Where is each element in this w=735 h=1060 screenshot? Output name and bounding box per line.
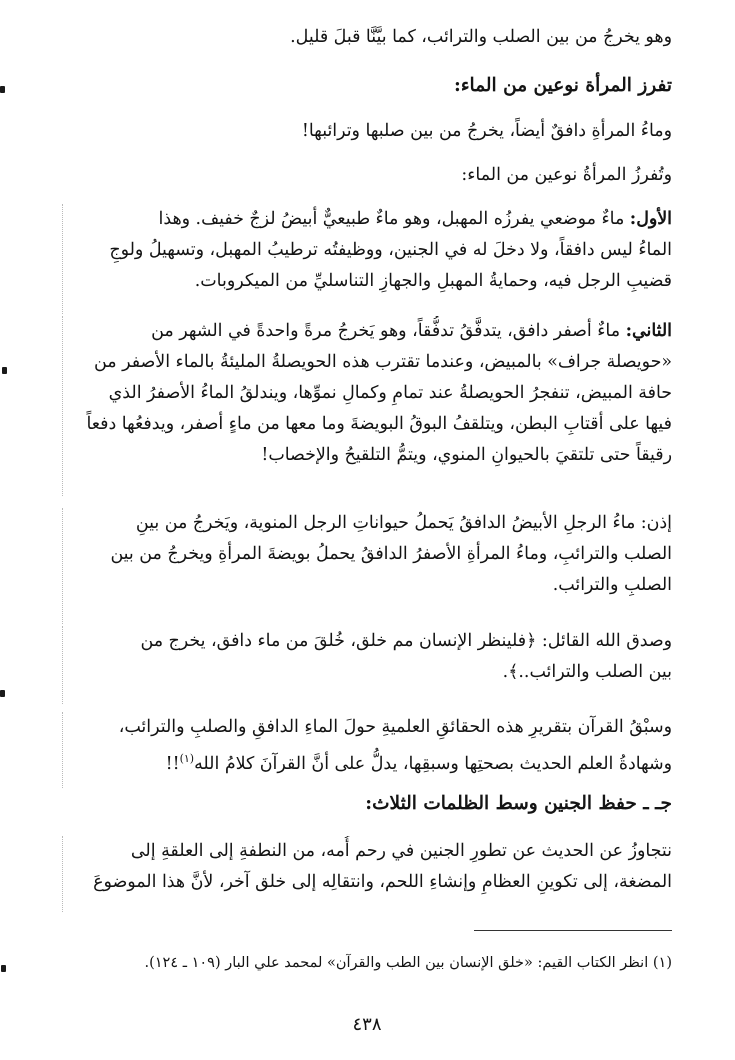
lead-word-first: الأول: — [629, 209, 672, 229]
text-line: «حويصلة جراف» بالمبيض، وعندما تقترب هذه الحويصلةُ المليئةُ بالماء الأصفر من — [94, 352, 672, 372]
text-line: فيها على أقتابِ البطن، ويتلقفُ البوقُ البويضةَ وما معها من ماءٍ أصفر، ويدفعُها دفعاً — [86, 414, 672, 434]
text-line: الصلبِ والترائب. — [552, 575, 672, 595]
text-line: بين الصلب والترائب..﴾. — [502, 662, 672, 682]
margin-mark — [2, 367, 7, 374]
section-heading — [62, 788, 672, 819]
text-line: حافة المبيض، تنفجرُ الحويصلةُ عند تمامِ وكمالِ نموِّها، ويندلقُ الماءُ الأصفرُ الذي — [108, 383, 672, 403]
footnote-divider — [474, 930, 672, 931]
text-line: وتُفرزُ المرأةُ نوعين من الماء: — [461, 165, 672, 185]
book-page — [62, 22, 672, 1042]
paragraph-two-kinds — [62, 160, 672, 191]
text-line: إذن: ماءُ الرجلِ الأبيضُ الدافقُ يَحملُ حيواناتِ الرجل المنوية، ويَخرجُ من بينِ — [135, 513, 672, 533]
heading-three-darknesses: جـ ـ حفظ الجنين وسط الظلمات الثلاث: — [365, 793, 672, 814]
paragraph-precedence — [62, 712, 672, 788]
text-line: نتجاوزُ عن الحديث عن تطورِ الجنين في رحم أُمه، من النطفةِ إلى العلقةِ إلى — [130, 841, 672, 861]
text-line: وسبْقُ القرآن بتقريرِ هذه الحقائقِ العلميةِ حولَ الماءِ الدافقِ والصلبِ والترائب، — [118, 717, 672, 737]
footnote: (١) انظر الكتاب القيم: «خلق الإنسان بين الطب والقرآن» لمحمد علي البار (١٠٩ ـ ١٢٤). — [144, 955, 672, 971]
text-line: الثاني: ماءٌ أصفر دافق، يتدفَّقُ تدفُّقاً، وهو يَخرجُ مرةً واحدةً في الشهر من — [151, 321, 672, 341]
margin-mark — [0, 690, 5, 697]
margin-mark — [1, 965, 6, 972]
paragraph-quran-verse — [62, 626, 672, 704]
page-number: ٤٣٨ — [352, 1014, 382, 1035]
text-line: الصلب والترائبِ، وماءُ المرأةِ الأصفرُ الدافقُ يحملُ بويضةَ المرأةِ ويخرجُ من بين — [110, 544, 672, 564]
lead-word-second: الثاني: — [625, 321, 672, 341]
paragraph-thus — [62, 508, 672, 624]
text-line: قضيبِ الرجل فيه، وحمايةُ المهبلِ والجهازِ التناسليِّ من الميكروبات. — [194, 271, 672, 291]
text-line: المضغة، إلى تكوينِ العظامِ وإنشاءِ اللحم، وانتقالِه إلى خلق آخر، لأنَّ هذا الموضوعَ — [93, 872, 672, 892]
text-line: الأول: ماءٌ موضعي يفرزُه المهبل، وهو ماءٌ طبيعيٌّ أبيضُ لزجٌ خفيف. وهذا — [158, 209, 672, 229]
heading-women-fluids: تفرز المرأة نوعين من الماء: — [454, 75, 672, 96]
margin-mark — [0, 86, 5, 93]
text-line: الماءُ ليس دافقاً، ولا دخلَ له في الجنين، ووظيفتُه ترطيبُ المهبل، وتسهيلُ ولوجِ — [109, 240, 672, 260]
text-line: وصدق الله القائل: ﴿فلينظر الإنسان مم خلق، خُلقَ من ماء دافق، يخرج من — [140, 631, 672, 651]
text-line: وهو يخرجُ من بين الصلب والترائب، كما بيَّنَّا قبلَ قليل. — [290, 27, 672, 47]
paragraph-development — [62, 836, 672, 912]
text-line: رقيقاً حتى تلتقيَ بالحيوانِ المنوي، ويتمُّ التلقيحُ والإخصاب! — [261, 445, 672, 465]
paragraph-first — [62, 204, 672, 314]
text-line: وشهادةُ العلمِ الحديث بصحتِها وسبقِها، يدلُّ على أنَّ القرآنَ كلامُ الله$^{(١)}$!! — [165, 752, 672, 774]
paragraph-woman-water — [62, 116, 672, 147]
section-heading — [62, 70, 672, 101]
text-line: وماءُ المرأةِ دافقٌ أيضاً، يخرجُ من بين صلبها وترائبها! — [301, 121, 672, 141]
paragraph-second — [62, 316, 672, 496]
footnote-reference: (١) — [179, 752, 195, 765]
intro-paragraph — [62, 22, 672, 53]
